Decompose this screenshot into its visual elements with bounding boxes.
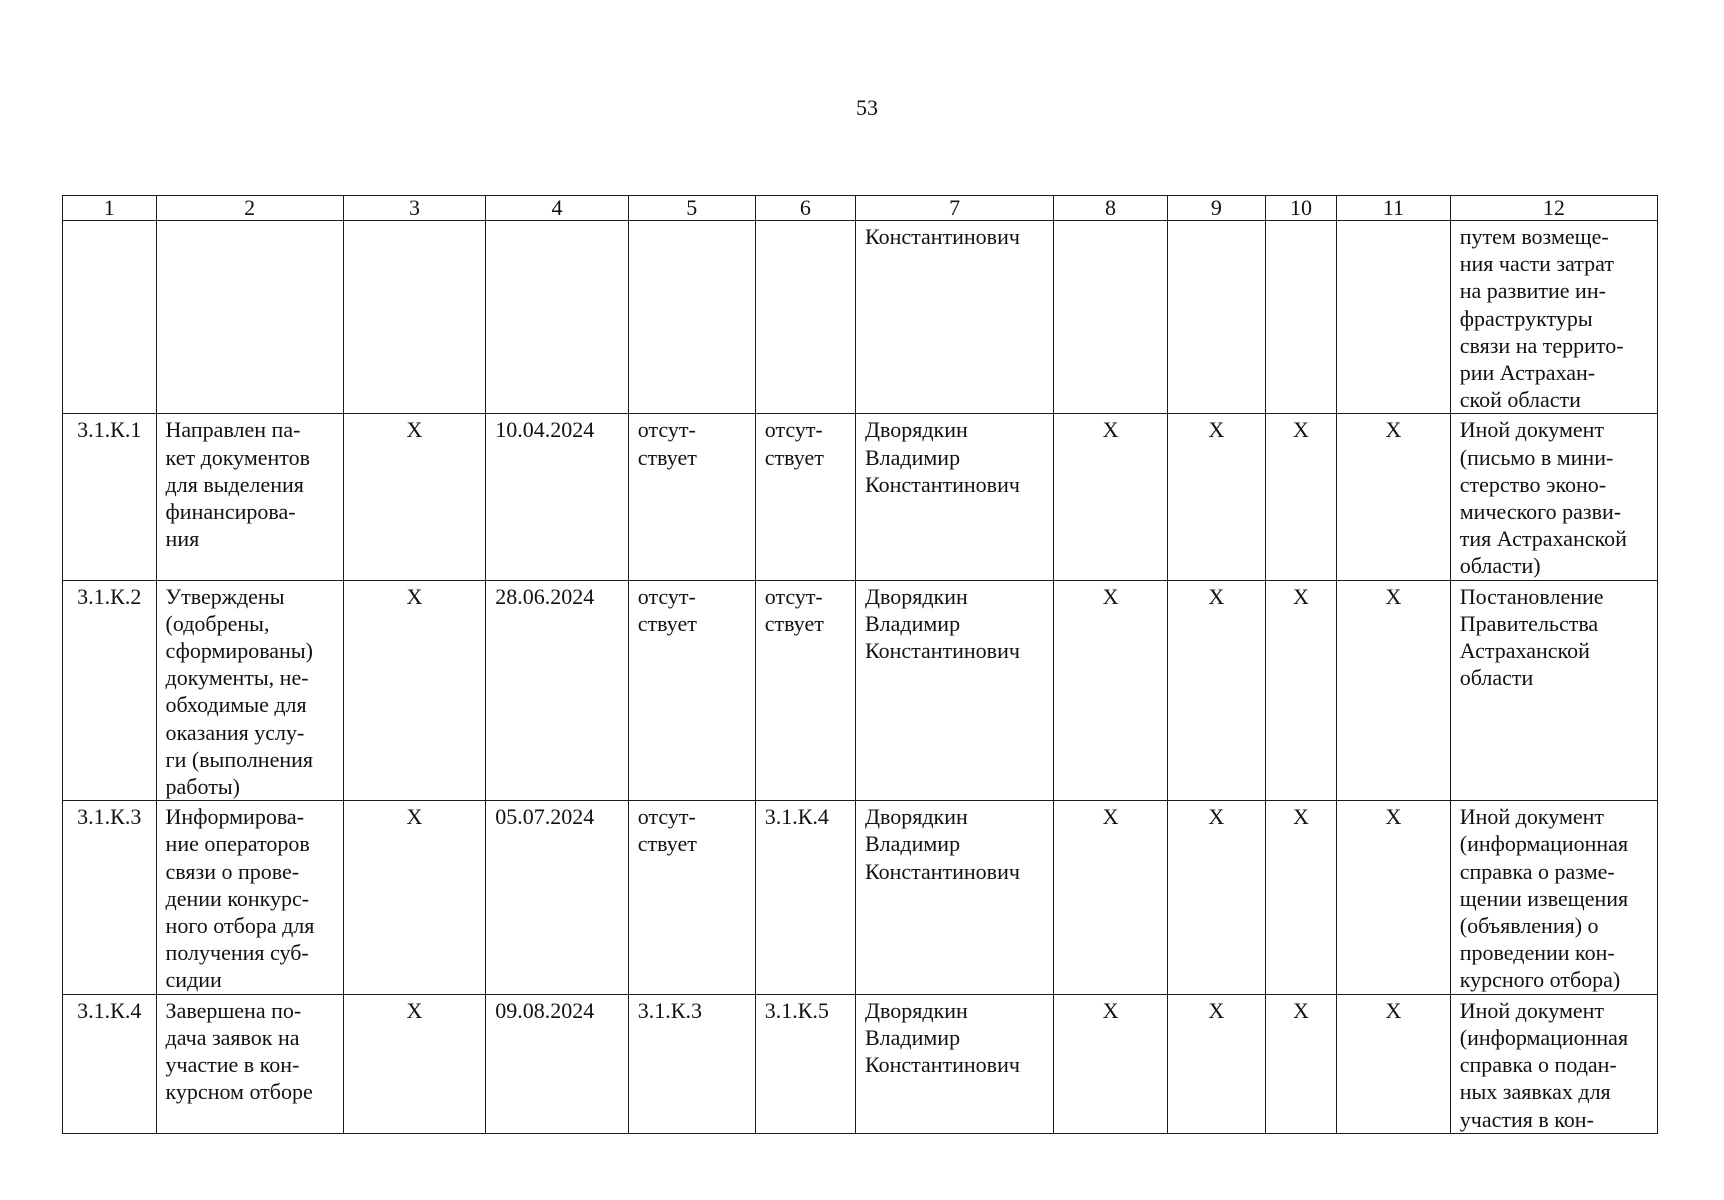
cell-predecessor: отсут- ствует [628,801,755,994]
column-header-7: 7 [855,196,1053,221]
cell-event [156,221,343,414]
page-number: 53 [856,95,878,120]
cell-col8: Х [1054,414,1168,580]
cell-col11: Х [1337,580,1451,801]
cell-col10: Х [1265,414,1336,580]
column-header-12: 12 [1450,196,1657,221]
cell-event: Информирова- ние операторов связи о прове- дении конкурс- ного отбора для получения суб- сидии [156,801,343,994]
table-row [63,414,1658,580]
cell-date: 09.08.2024 [486,994,629,1133]
cell-responsible: Дворядкин Владимир Константинович [855,994,1053,1133]
cell-col3 [343,221,486,414]
cell-col10: Х [1265,580,1336,801]
cell-document: Постановление Правительства Астраханской области [1450,580,1657,801]
cell-col9: Х [1167,414,1265,580]
cell-number: 3.1.К.3 [63,801,157,994]
cell-col3: Х [343,580,486,801]
cell-number: 3.1.К.4 [63,994,157,1133]
column-header-5: 5 [628,196,755,221]
cell-date: 10.04.2024 [486,414,629,580]
cell-col11 [1337,221,1451,414]
cell-col9 [1167,221,1265,414]
column-header-8: 8 [1054,196,1168,221]
cell-col8 [1054,221,1168,414]
cell-col3: Х [343,994,486,1133]
cell-successor: отсут- ствует [755,414,855,580]
cell-col10: Х [1265,994,1336,1133]
column-header-6: 6 [755,196,855,221]
cell-col9: Х [1167,801,1265,994]
cell-document: Иной документ (письмо в мини- стерство эконо- мического разви- тия Астраханской области) [1450,414,1657,580]
column-header-1: 1 [63,196,157,221]
cell-successor: 3.1.К.4 [755,801,855,994]
cell-predecessor [628,221,755,414]
plan-table [62,195,1658,1134]
column-header-9: 9 [1167,196,1265,221]
cell-successor [755,221,855,414]
cell-col11: Х [1337,801,1451,994]
cell-col3: Х [343,801,486,994]
column-header-3: 3 [343,196,486,221]
cell-col10 [1265,221,1336,414]
cell-event: Направлен па- кет документов для выделения финансирова- ния [156,414,343,580]
cell-col9: Х [1167,580,1265,801]
cell-responsible: Константинович [855,221,1053,414]
cell-responsible: Дворядкин Владимир Константинович [855,414,1053,580]
cell-successor: отсут- ствует [755,580,855,801]
cell-col10: Х [1265,801,1336,994]
cell-responsible: Дворядкин Владимир Константинович [855,801,1053,994]
column-header-2: 2 [156,196,343,221]
cell-event: Утверждены (одобрены, сформированы) документы, не- обходимые для оказания услу- ги (выполнения работы) [156,580,343,801]
cell-col8: Х [1054,994,1168,1133]
table-row [63,994,1658,1133]
table-row [63,801,1658,994]
cell-document: путем возмеще- ния части затрат на развитие ин- фраструктуры связи на террито- рии Астрахан- ской области [1450,221,1657,414]
cell-document: Иной документ (информационная справка о подан- ных заявках для участия в кон- [1450,994,1657,1133]
cell-responsible: Дворядкин Владимир Константинович [855,580,1053,801]
cell-col11: Х [1337,414,1451,580]
table-row-continuation [63,221,1658,414]
column-header-10: 10 [1265,196,1336,221]
column-header-11: 11 [1337,196,1451,221]
column-header-4: 4 [486,196,629,221]
cell-document: Иной документ (информационная справка о разме- щении извещения (объявления) о проведении кон- курсного отбора) [1450,801,1657,994]
cell-predecessor: отсут- ствует [628,580,755,801]
cell-predecessor: 3.1.К.3 [628,994,755,1133]
header-row [63,196,1658,221]
cell-number [63,221,157,414]
cell-number: 3.1.К.2 [63,580,157,801]
cell-col8: Х [1054,801,1168,994]
cell-col8: Х [1054,580,1168,801]
cell-col9: Х [1167,994,1265,1133]
cell-date [486,221,629,414]
cell-event: Завершена по- дача заявок на участие в кон- курсном отборе [156,994,343,1133]
cell-col3: Х [343,414,486,580]
cell-predecessor: отсут- ствует [628,414,755,580]
table-row [63,580,1658,801]
cell-number: 3.1.К.1 [63,414,157,580]
cell-col11: Х [1337,994,1451,1133]
cell-date: 05.07.2024 [486,801,629,994]
cell-successor: 3.1.К.5 [755,994,855,1133]
cell-date: 28.06.2024 [486,580,629,801]
